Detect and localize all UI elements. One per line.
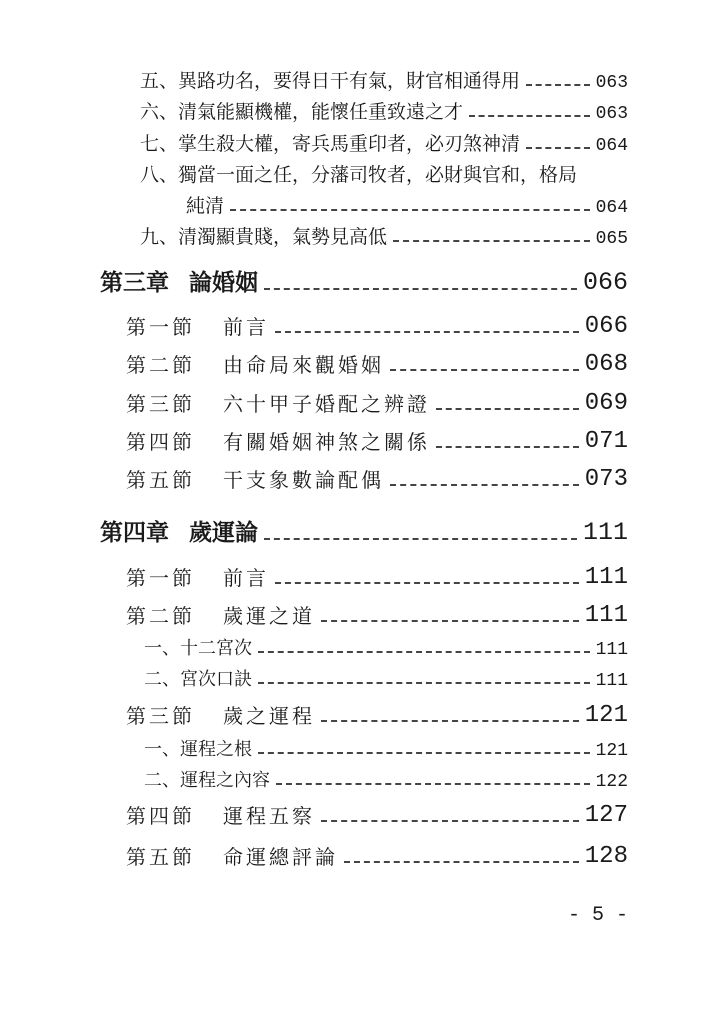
leader-dashes xyxy=(276,783,590,785)
section-title: 前言 xyxy=(223,315,269,339)
leader-dashes xyxy=(275,582,579,584)
section-title: 由命局來觀婚姻 xyxy=(223,353,384,377)
subsection-entry[interactable] xyxy=(144,665,628,691)
chapter-title: 歲運論 xyxy=(189,519,258,546)
section-label: 第一節 xyxy=(126,315,195,339)
toc-item-text: 九、清濁顯貴賤，氣勢見高低 xyxy=(140,226,388,248)
chapter-label: 第四章 xyxy=(100,519,169,546)
toc-item-page: 063 xyxy=(595,104,628,124)
subsection-text: 二、宮次口訣 xyxy=(144,669,252,690)
toc-item[interactable] xyxy=(140,66,628,93)
chapter-page: 111 xyxy=(582,518,628,547)
section-page: 068 xyxy=(584,351,628,378)
toc-item-page: 064 xyxy=(595,136,628,156)
section-page: 069 xyxy=(584,390,628,417)
section-entry[interactable] xyxy=(126,700,628,729)
leader-dashes xyxy=(390,369,579,371)
leader-dashes xyxy=(264,288,577,290)
toc-item[interactable] xyxy=(140,222,628,249)
section-entry[interactable] xyxy=(126,311,628,340)
leader-dashes xyxy=(321,720,579,722)
subsection-page: 122 xyxy=(595,772,628,792)
subsection-entry[interactable] xyxy=(144,735,628,761)
chapter-page: 066 xyxy=(582,268,628,297)
toc-item-text: 五、異路功名，要得日干有氣，財官相通得用 xyxy=(140,70,521,92)
subsection-text: 二、運程之內容 xyxy=(144,770,270,791)
leader-dashes xyxy=(526,84,590,86)
leader-dashes xyxy=(344,861,579,863)
subsection-page: 121 xyxy=(595,741,628,761)
section-entry[interactable] xyxy=(126,800,628,829)
toc-item-continuation[interactable] xyxy=(186,191,628,218)
section-label: 第三節 xyxy=(126,704,195,728)
chapter-label: 第三章 xyxy=(100,269,169,296)
toc-item-page: 063 xyxy=(595,73,628,93)
section-entry[interactable] xyxy=(126,562,628,591)
section-label: 第五節 xyxy=(126,468,195,492)
leader-dashes xyxy=(321,620,579,622)
toc-item-text: 七、掌生殺大權，寄兵馬重印者，必刃煞神清 xyxy=(140,133,521,155)
section-page: 066 xyxy=(584,313,628,340)
section-title: 歲之運程 xyxy=(223,704,315,728)
leader-dashes xyxy=(258,752,590,754)
toc-item-page: 065 xyxy=(595,229,628,249)
chapter-title: 論婚姻 xyxy=(189,269,258,296)
toc-item[interactable] xyxy=(140,160,628,187)
section-entry[interactable] xyxy=(126,841,628,870)
leader-dashes xyxy=(469,115,590,117)
section-title: 命運總評論 xyxy=(223,845,338,869)
leader-dashes xyxy=(390,484,579,486)
leader-dashes xyxy=(436,446,579,448)
section-label: 第二節 xyxy=(126,353,195,377)
section-page: 073 xyxy=(584,466,628,493)
toc-item-page: 064 xyxy=(595,198,628,218)
section-label: 第三節 xyxy=(126,392,195,416)
section-title: 運程五察 xyxy=(223,804,315,828)
section-label: 第四節 xyxy=(126,430,195,454)
leader-dashes xyxy=(275,331,579,333)
section-page: 121 xyxy=(584,702,628,729)
leader-dashes xyxy=(526,147,590,149)
section-page: 111 xyxy=(584,564,628,591)
chapter-heading[interactable] xyxy=(100,264,628,297)
leader-dashes xyxy=(393,240,590,242)
section-page: 111 xyxy=(584,602,628,629)
subsection-page: 111 xyxy=(595,640,628,660)
toc-item-text: 純清 xyxy=(186,195,225,217)
subsection-entry[interactable] xyxy=(144,766,628,792)
toc-item-text: 八、獨當一面之任，分藩司牧者，必財與官和，格局 xyxy=(140,164,578,186)
leader-dashes xyxy=(264,538,577,540)
section-title: 六十甲子婚配之辨證 xyxy=(223,392,430,416)
section-entry[interactable] xyxy=(126,464,628,493)
section-label: 第四節 xyxy=(126,804,195,828)
section-title: 前言 xyxy=(223,566,269,590)
section-label: 第五節 xyxy=(126,845,195,869)
section-page: 071 xyxy=(584,428,628,455)
section-title: 歲運之道 xyxy=(223,604,315,628)
section-title: 有關婚姻神煞之關係 xyxy=(223,430,430,454)
leader-dashes xyxy=(230,209,590,211)
section-label: 第二節 xyxy=(126,604,195,628)
leader-dashes xyxy=(436,408,579,410)
leader-dashes xyxy=(258,651,590,653)
subsection-entry[interactable] xyxy=(144,634,628,660)
section-page: 128 xyxy=(584,843,628,870)
section-page: 127 xyxy=(584,802,628,829)
section-entry[interactable] xyxy=(126,426,628,455)
section-entry[interactable] xyxy=(126,600,628,629)
subsection-page: 111 xyxy=(595,671,628,691)
page-number: - 5 - xyxy=(567,904,628,927)
section-entry[interactable] xyxy=(126,388,628,417)
section-entry[interactable] xyxy=(126,349,628,378)
section-label: 第一節 xyxy=(126,566,195,590)
chapter-heading[interactable] xyxy=(100,514,628,547)
toc-item-text: 六、清氣能顯機權，能懷任重致遠之才 xyxy=(140,101,464,123)
section-title: 干支象數論配偶 xyxy=(223,468,384,492)
leader-dashes xyxy=(321,820,579,822)
subsection-text: 一、十二宮次 xyxy=(144,638,252,659)
toc-item[interactable] xyxy=(140,129,628,156)
toc-item[interactable] xyxy=(140,97,628,124)
leader-dashes xyxy=(258,682,590,684)
subsection-text: 一、運程之根 xyxy=(144,739,252,760)
